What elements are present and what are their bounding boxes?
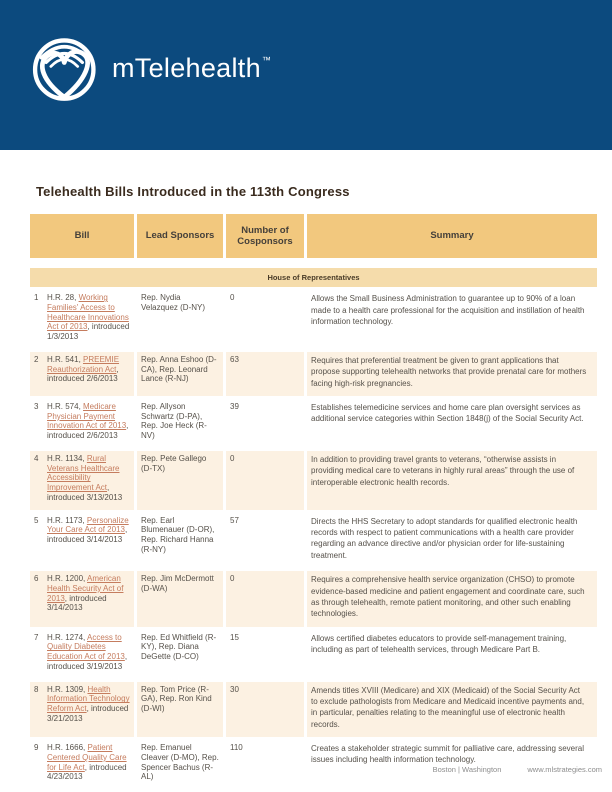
trademark-symbol: ™ [261,54,272,65]
cosponsors-cell: 15 [226,630,304,679]
summary-cell: Requires that preferential treatment be given to grant applications that propose supporting telehealth networks that provide prenatal care for mothers facing high-risk pregnancies. [307,352,597,396]
sponsors-cell: Rep. Tom Price (R-GA), Rep. Ron Kind (D-WI) [137,682,223,737]
bill-text [47,355,130,384]
logo-wordmark: mTelehealth™ [112,52,272,83]
row-number: 8 [34,684,39,694]
mtelehealth-logo [28,30,271,106]
bill-suffix: , introduced 1/3/2013 [47,322,130,342]
bill-link[interactable]: Medicare Physician Payment Innovation Act of 2013 [47,401,127,431]
cosponsors-cell: 57 [226,513,304,568]
sponsors-cell: Rep. Emanuel Cleaver (D-MO), Rep. Spencer Bachus (R-AL) [137,740,223,789]
bill-link[interactable]: Personalize Your Care Act of 2013 [47,515,129,535]
page-title: Telehealth Bills Introduced in the 113th Congress [36,184,350,199]
bill-cell [30,630,134,679]
sponsors-cell: Rep. Allyson Schwartz (D-PA), Rep. Joe Heck (R-NV) [137,399,223,448]
bill-suffix: , introduced 3/13/2013 [47,483,123,502]
cosponsors-cell: 0 [226,451,304,510]
bill-suffix: , introduced 3/19/2013 [47,652,128,671]
cosponsors-cell: 63 [226,352,304,396]
bill-prefix: H.R. 541, [47,354,84,364]
table-row [30,451,597,510]
sponsors-cell: Rep. Nydia Velazquez (D-NY) [137,290,223,349]
footer-locations: Boston | Washington [432,765,502,774]
heart-waves-logo-icon [28,30,110,106]
bill-cell [30,352,134,396]
bill-text [47,743,130,782]
bill-link[interactable]: American Health Security Act of 2013 [47,574,124,603]
table-row [30,513,597,568]
summary-cell: In addition to providing travel grants to veterans, “otherwise assists in providing medical care to veterans in highly rural areas” through the use of interoperable electronic health records. [307,451,597,510]
table-row [30,290,597,349]
bill-text [47,516,130,545]
bill-link[interactable]: PREEMIE Reauthorization Act [47,354,120,374]
bill-prefix: H.R. 1274, [47,632,88,642]
cosponsors-cell: 39 [226,399,304,448]
bill-text [47,293,130,342]
bill-cell [30,571,134,626]
row-number: 5 [34,515,39,525]
row-number: 6 [34,574,39,584]
bill-suffix: , introduced 4/23/2013 [47,762,127,782]
bill-prefix: H.R. 1666, [47,743,88,753]
bill-prefix: H.R. 1309, [47,684,88,694]
row-number: 4 [34,453,39,463]
page-footer [433,765,602,774]
bill-text [47,574,130,613]
bill-link[interactable]: Health Information Technology Reform Act [47,684,130,714]
sponsors-cell: Rep. Pete Gallego (D-TX) [137,451,223,510]
bill-prefix: H.R. 1173, [47,515,87,525]
summary-cell: Amends titles XVIII (Medicare) and XIX (Medicaid) of the Social Security Act to exclude pathologists from Medicare and Medicaid incentive payments and, in particular, penalties relating to the meaningful use of electronic health records. [307,682,597,737]
bill-suffix: , introduced 3/21/2013 [47,704,129,723]
column-header-bill: Bill [30,214,134,258]
bill-text [47,402,130,441]
bill-suffix: , introduced 3/14/2013 [47,593,107,613]
sponsors-cell: Rep. Earl Blumenauer (D-OR), Rep. Richard Hanna (R-NY) [137,513,223,568]
row-number: 9 [34,743,39,753]
cosponsors-cell: 0 [226,290,304,349]
bill-prefix: H.R. 1200, [47,574,88,584]
summary-cell: Allows certified diabetes educators to provide self-management training, including as part of telehealth services, through Medicare Part B. [307,630,597,679]
bill-suffix: , introduced 2/6/2013 [47,421,129,441]
bill-cell [30,513,134,568]
column-header-number-of-cosponsors: Number of Cosponsors [226,214,304,258]
bills-tbody [30,261,597,789]
cosponsors-cell: 0 [226,571,304,626]
bill-link[interactable]: Working Families' Access to Healthcare Innovations Act of 2013 [47,293,129,332]
section-banner-row [30,268,597,287]
bill-suffix: , introduced 3/14/2013 [47,525,128,545]
summary-cell: Directs the HHS Secretary to adopt standards for qualified electronic health records with respect to patient communications with a health care provider regarding an advance directive and/or physician order for life-sustaining treatment. [307,513,597,568]
bill-text [47,454,130,503]
sponsors-cell: Rep. Ed Whitfield (R-KY), Rep. Diana DeGette (D-CO) [137,630,223,679]
table-row [30,399,597,448]
bill-cell [30,451,134,510]
bill-prefix: H.R. 1134, [47,453,87,463]
column-header-lead-sponsors: Lead Sponsors [137,214,223,258]
footer-website: www.mlstrategies.com [527,765,602,774]
table-header-row [30,214,597,258]
row-number: 2 [34,354,39,364]
table-row [30,630,597,679]
table-row [30,682,597,737]
bill-link[interactable]: Rural Veterans Healthcare Accessibility Improvement Act [47,453,120,493]
sponsors-cell: Rep. Anna Eshoo (D-CA), Rep. Leonard Lance (R-NJ) [137,352,223,396]
bill-cell [30,290,134,349]
summary-cell: Establishes telemedicine services and home care plan oversight services as additional service categories within Section 1848(j) of the Social Security Act. [307,399,597,448]
bill-prefix: H.R. 28, [47,293,79,303]
table-row [30,352,597,396]
summary-cell: Allows the Small Business Administration to guarantee up to 90% of a loan made to a health care professional for the acquisition and instillation of health information technology. [307,290,597,349]
bill-cell [30,682,134,737]
bill-cell [30,740,134,789]
bill-prefix: H.R. 574, [47,401,84,411]
table-row [30,571,597,626]
cosponsors-cell: 110 [226,740,304,789]
summary-cell: Creates a stakeholder strategic summit for palliative care, addressing several issues including health information technology. [307,740,597,789]
sponsors-cell: Rep. Jim McDermott (D-WA) [137,571,223,626]
header-band [0,0,612,150]
spacer-row [30,261,597,265]
section-banner: House of Representatives [30,268,597,287]
bill-suffix: , introduced 2/6/2013 [47,364,119,384]
cosponsors-cell: 30 [226,682,304,737]
bill-text [47,633,130,672]
bill-link[interactable]: Access to Quality Diabetes Education Act of 2013 [47,632,125,662]
column-header-summary: Summary [307,214,597,258]
row-number: 7 [34,632,39,642]
bills-table [27,211,600,792]
row-number: 3 [34,401,39,411]
bill-link[interactable]: Patient Centered Quality Care for Life Act [47,743,127,772]
summary-cell: Requires a comprehensive health service organization (CHSO) to promote evidence-based medicine and patient engagement and coordinate care, such as through telehealth, remote patient monitoring, and other such enabling technologies. [307,571,597,626]
row-number: 1 [34,293,39,303]
bill-text [47,685,130,724]
bill-cell [30,399,134,448]
